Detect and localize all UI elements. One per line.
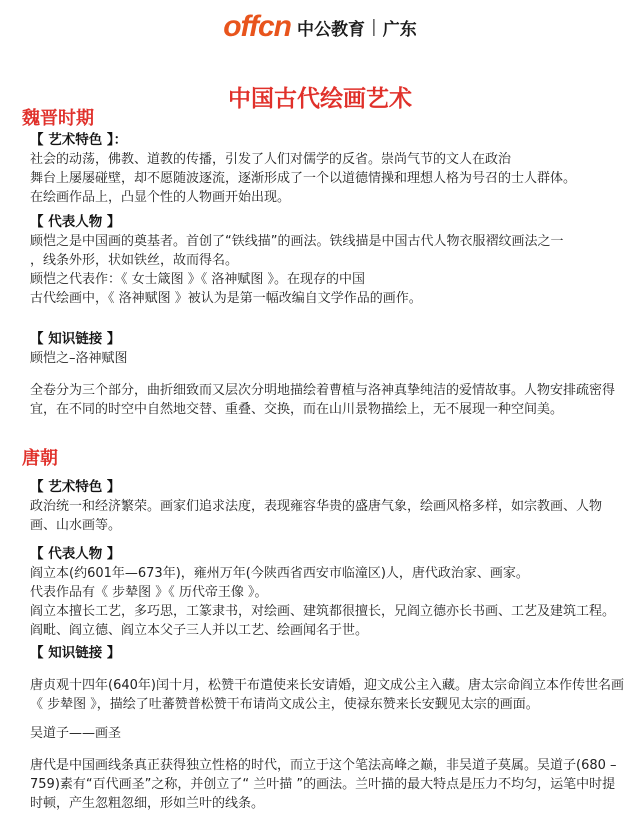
wei-jin-figures-line-4: 古代绘画中，《 洛神赋图 》被认为是第一幅改编自文学作品的画作。 <box>30 291 422 306</box>
tang-figures-label: 【 代表人物 】 <box>30 546 121 562</box>
section-title-tang: 唐朝 <box>22 448 58 469</box>
wei-jin-features <box>30 131 626 207</box>
tang-knowledge-label: 【 知识链接 】 <box>30 645 121 661</box>
tang-knowledge-label-block <box>30 644 626 663</box>
tang-figures <box>30 545 626 640</box>
tang-features-text: 政治统一和经济繁荣。画家们追求法度，表现雍容华贵的盛唐气象，绘画风格多样，如宗教画、人物画、山水画等。 <box>30 499 603 533</box>
wei-jin-knowledge-subtitle: 顾恺之–洛神赋图 <box>30 351 128 366</box>
tang-wu-text: 唐代是中国画线条真正获得独立性格的时代，而立于这个笔法高峰之巅，非吴道子莫属。吴道子(680 – 759)素有“百代画圣”之称，并创立了“ 兰叶描 ”的画法。兰叶描的最大特点是压力不均匀，运笔中时提时顿，产生忽粗忽细，形如兰叶的线条。 <box>30 758 617 811</box>
logo-mark: offcn <box>223 10 292 43</box>
wei-jin-figures-line-3: 顾恺之代表作：《 女士箴图 》《 洛神赋图 》。在现存的中国 <box>30 272 366 287</box>
tang-wu-subtitle-block <box>30 724 626 743</box>
tang-features-label: 【 艺术特色 】 <box>30 479 121 495</box>
wei-jin-features-label: 【 艺术特色 】： <box>30 132 128 148</box>
wei-jin-knowledge-text: 全卷分为三个部分，曲折细致而又层次分明地描绘着曹植与洛神真挚纯洁的爱情故事。人物安排疏密得宜，在不同的时空中自然地交替、重叠、交换，而在山川景物描绘上，无不展现一种空间美。 <box>30 383 616 417</box>
page-title: 中国古代绘画艺术 <box>228 86 412 112</box>
tang-features <box>30 478 626 535</box>
wei-jin-figures-label: 【 代表人物 】 <box>30 214 121 230</box>
tang-figures-line-3: 阎立本擅长工艺，多巧思，工篆隶书，对绘画、建筑都很擅长，兄阎立德亦长书画、工艺及建筑工程。阎毗、阎立德、阎立本父子三人并以工艺、绘画闻名于世。 <box>30 604 616 638</box>
tang-wu-body <box>30 756 626 813</box>
wei-jin-knowledge-body <box>30 381 626 419</box>
logo[interactable] <box>223 10 417 44</box>
tang-knowledge-text: 唐贞观十四年(640年)闰十月，松赞干布遣使来长安请婚，迎文成公主入藏。唐太宗命阎立本作传世名画《 步辇图 》，描绘了吐蕃赞普松赞干布请尚文成公主，使禄东赞来长安觐见太宗的画面。 <box>30 678 624 712</box>
logo-separator: | <box>371 17 377 37</box>
logo-name: 中公教育 <box>297 19 366 40</box>
tang-wu-subtitle: 吴道子——画圣 <box>30 726 122 741</box>
section-title-wei-jin: 魏晋时期 <box>22 108 94 129</box>
tang-figures-line-1: 阎立本(约601年—673年)，雍州万年(今陕西省西安市临潼区)人，唐代政治家、画家。 <box>30 566 529 581</box>
tang-figures-line-2: 代表作品有《 步辇图 》《 历代帝王像 》。 <box>30 585 268 600</box>
header-logo-bar <box>0 10 640 50</box>
wei-jin-features-line-1: 社会的动荡，佛教、道教的传播，引发了人们对儒学的反省。崇尚气节的文人在政治 <box>30 152 512 167</box>
logo-region: 广东 <box>382 19 417 40</box>
wei-jin-features-line-2: 舞台上屡屡碰壁，却不愿随波逐流，逐渐形成了一个以道德情操和理想人格为号召的士人群体。 <box>30 171 577 186</box>
tang-knowledge-body <box>30 676 626 714</box>
wei-jin-figures <box>30 213 626 308</box>
wei-jin-figures-line-1: 顾恺之是中国画的奠基者。首创了“铁线描”的画法。铁线描是中国古代人物衣服褶纹画法之一 <box>30 234 564 249</box>
wei-jin-figures-line-2: ，线条外形，状如铁丝，故而得名。 <box>30 253 239 268</box>
wei-jin-knowledge-label: 【 知识链接 】 <box>30 331 121 347</box>
wei-jin-knowledge <box>30 330 626 368</box>
wei-jin-features-line-3: 在绘画作品上，凸显个性的人物画开始出现。 <box>30 190 291 205</box>
